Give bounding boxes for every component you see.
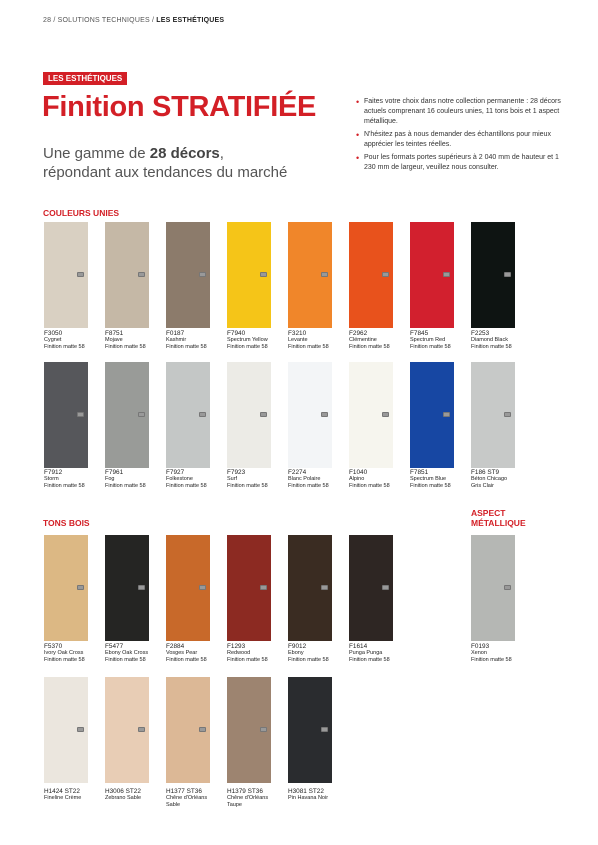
swatch-caption: [105, 644, 167, 663]
swatch-code: F7912: [44, 469, 63, 476]
swatch-name: Fog: [105, 476, 115, 483]
header-section: SOLUTIONS TECHNIQUES: [57, 17, 150, 24]
swatch-name: Spectrum Yellow: [227, 337, 268, 344]
note-item: • N'hésitez pas à nous demander des échantillons pour mieux apprécier les teintes réelles.: [356, 130, 566, 150]
swatch-finish: Finition matte 58: [410, 482, 451, 489]
swatch-code: F1293: [227, 643, 246, 650]
door-swatch: [227, 362, 271, 468]
swatch-code: F5477: [105, 643, 124, 650]
door-handle-icon: [504, 272, 511, 277]
door-swatch: [410, 222, 454, 328]
door-handle-icon: [321, 585, 328, 590]
swatch-caption: [288, 470, 350, 489]
door-swatch: [227, 535, 271, 641]
swatch-code: F2884: [166, 643, 185, 650]
swatch-code: H3006 ST22: [105, 788, 141, 795]
swatch-code: F2274: [288, 469, 307, 476]
swatch-caption: [410, 331, 472, 350]
swatch-caption: [44, 331, 106, 350]
door-swatch: [44, 362, 88, 468]
swatch-name: Ebony Oak Cross: [105, 650, 149, 657]
swatch-name: Clémentine: [349, 337, 377, 344]
swatch-code: F7851: [410, 469, 429, 476]
swatch-caption: [227, 789, 289, 808]
door-swatch: [349, 362, 393, 468]
door-handle-icon: [382, 272, 389, 277]
swatch-name: Alpino: [349, 476, 365, 483]
door-handle-icon: [138, 272, 145, 277]
swatch-finish: Sable: [166, 801, 181, 808]
door-swatch: [166, 222, 210, 328]
swatch-name: Mojave: [105, 337, 123, 344]
swatch-caption: [227, 470, 289, 489]
header-separator: /: [53, 17, 56, 24]
swatch-finish: Finition matte 58: [166, 482, 207, 489]
swatch-caption: [349, 470, 411, 489]
swatch-caption: [288, 789, 350, 802]
swatch-finish: Finition matte 58: [410, 343, 451, 350]
swatch-finish: Finition matte 58: [105, 656, 146, 663]
swatch-code: F7845: [410, 330, 429, 337]
door-handle-icon: [77, 272, 84, 277]
swatch-caption: [349, 331, 411, 350]
note-item: • Pour les formats portes supérieurs à 2 040 mm de hauteur et 1 230 mm de largeur, veuillez nous consulter.: [356, 153, 566, 173]
swatch-code: F2253: [471, 330, 490, 337]
swatch-finish: Finition matte 58: [227, 656, 268, 663]
swatch-name: Redwood: [227, 650, 251, 657]
swatch-name: Ebony: [288, 650, 304, 657]
door-handle-icon: [260, 585, 267, 590]
door-handle-icon: [199, 272, 206, 277]
swatch-name: Xenon: [471, 650, 487, 657]
swatch-code: H1424 ST22: [44, 788, 80, 795]
door-swatch: [349, 222, 393, 328]
door-swatch: [227, 222, 271, 328]
swatch-name: Kashmir: [166, 337, 187, 344]
swatch-finish: Finition matte 58: [349, 482, 390, 489]
swatch-code: H3081 ST22: [288, 788, 324, 795]
swatch-finish: Finition matte 58: [349, 656, 390, 663]
section-heading-unies: COULEURS UNIES: [43, 208, 120, 218]
section-tag: LES ESTHÉTIQUES: [43, 72, 127, 85]
door-handle-icon: [138, 412, 145, 417]
door-handle-icon: [260, 727, 267, 732]
door-swatch: [105, 677, 149, 783]
door-handle-icon: [260, 412, 267, 417]
swatch-code: H1377 ST36: [166, 788, 202, 795]
door-swatch: [166, 535, 210, 641]
swatch-code: F9012: [288, 643, 307, 650]
swatch-name: Fineline Crème: [44, 795, 82, 802]
door-swatch: [288, 535, 332, 641]
door-handle-icon: [321, 727, 328, 732]
swatch-finish: Finition matte 58: [166, 343, 207, 350]
door-swatch: [410, 362, 454, 468]
swatch-code: F1040: [349, 469, 368, 476]
door-handle-icon: [443, 272, 450, 277]
page-title: Finition STRATIFIÉE: [42, 91, 317, 123]
swatch-caption: [349, 644, 411, 663]
door-swatch: [471, 222, 515, 328]
door-swatch: [166, 362, 210, 468]
swatch-name: Surf: [227, 476, 238, 483]
door-swatch: [105, 222, 149, 328]
swatch-code: F0193: [471, 643, 490, 650]
section-heading-bois: TONS BOIS: [43, 518, 90, 528]
swatch-finish: Finition matte 58: [288, 656, 329, 663]
swatch-code: F7923: [227, 469, 246, 476]
swatch-finish: Finition matte 58: [349, 343, 390, 350]
swatch-name: Folkestone: [166, 476, 193, 483]
swatch-name: Spectrum Blue: [410, 476, 447, 483]
door-swatch: [349, 535, 393, 641]
note-item: • Faites votre choix dans notre collection permanente : 28 décors actuels comprenant 16 couleurs unies, 11 tons bois et 1 aspect métallique.: [356, 97, 566, 127]
door-handle-icon: [199, 727, 206, 732]
door-handle-icon: [199, 585, 206, 590]
swatch-name: Blanc Polaire: [288, 476, 321, 483]
door-handle-icon: [77, 585, 84, 590]
door-swatch: [227, 677, 271, 783]
section-heading-metal: ASPECT MÉTALLIQUE: [471, 508, 526, 528]
door-handle-icon: [138, 585, 145, 590]
running-header: [43, 17, 224, 24]
swatch-finish: Finition matte 58: [105, 482, 146, 489]
page-number: 28: [43, 17, 52, 24]
door-swatch: [105, 362, 149, 468]
swatch-code: F2962: [349, 330, 368, 337]
swatch-caption: [227, 644, 289, 663]
subtitle: Une gamme de 28 décors, répondant aux tendances du marché: [43, 145, 288, 181]
swatch-finish: Finition matte 58: [471, 656, 512, 663]
notes-list: [356, 97, 566, 176]
header-subsection: LES ESTHÉTIQUES: [156, 17, 225, 24]
swatch-name: Pin Havana Noir: [288, 795, 329, 802]
swatch-name: Cygnet: [44, 337, 62, 344]
swatch-name: Storm: [44, 476, 59, 483]
swatch-finish: Finition matte 58: [288, 343, 329, 350]
swatch-caption: [288, 331, 350, 350]
swatch-caption: [44, 470, 106, 489]
swatch-caption: [166, 789, 228, 808]
swatch-name: Zebrano Sable: [105, 795, 142, 802]
swatch-caption: [227, 331, 289, 350]
swatch-caption: [166, 644, 228, 663]
door-swatch: [471, 535, 515, 641]
swatch-name: Levante: [288, 337, 308, 344]
door-handle-icon: [199, 412, 206, 417]
swatch-finish: Finition matte 58: [227, 343, 268, 350]
swatch-caption: [105, 789, 167, 802]
door-handle-icon: [382, 585, 389, 590]
swatch-finish: Finition matte 58: [105, 343, 146, 350]
swatch-name: Punga Punga: [349, 650, 383, 657]
door-swatch: [44, 535, 88, 641]
swatch-finish: Finition matte 58: [471, 343, 512, 350]
swatch-code: F1614: [349, 643, 368, 650]
swatch-caption: [166, 331, 228, 350]
swatch-caption: [105, 331, 167, 350]
door-swatch: [471, 362, 515, 468]
door-handle-icon: [504, 412, 511, 417]
door-handle-icon: [382, 412, 389, 417]
door-handle-icon: [443, 412, 450, 417]
door-swatch: [44, 222, 88, 328]
swatch-name: Diamond Black: [471, 337, 508, 344]
swatch-finish: Finition matte 58: [44, 656, 85, 663]
swatch-code: F7961: [105, 469, 124, 476]
swatch-code: F0187: [166, 330, 185, 337]
swatch-code: F7927: [166, 469, 185, 476]
door-swatch: [288, 222, 332, 328]
swatch-caption: [410, 470, 472, 489]
swatch-name: Vosges Pear: [166, 650, 198, 657]
swatch-code: F7940: [227, 330, 246, 337]
swatch-finish: Finition matte 58: [227, 482, 268, 489]
swatch-code: F8751: [105, 330, 124, 337]
header-separator: /: [151, 17, 155, 24]
door-handle-icon: [77, 412, 84, 417]
door-handle-icon: [260, 272, 267, 277]
door-swatch: [105, 535, 149, 641]
door-handle-icon: [321, 412, 328, 417]
swatch-finish: Gris Clair: [471, 482, 494, 489]
swatch-finish: Taupe: [227, 801, 242, 808]
swatch-finish: Finition matte 58: [288, 482, 329, 489]
swatch-caption: [166, 470, 228, 489]
swatch-code: F186 ST9: [471, 469, 500, 476]
swatch-caption: [105, 470, 167, 489]
swatch-code: F5370: [44, 643, 63, 650]
swatch-caption: [471, 644, 533, 663]
swatch-code: F3050: [44, 330, 63, 337]
swatch-name: Ivory Oak Cross: [44, 650, 84, 657]
door-swatch: [288, 362, 332, 468]
door-swatch: [288, 677, 332, 783]
swatch-finish: Finition matte 58: [166, 656, 207, 663]
swatch-caption: [471, 470, 533, 489]
door-handle-icon: [321, 272, 328, 277]
door-swatch: [44, 677, 88, 783]
swatch-finish: Finition matte 58: [44, 343, 85, 350]
swatch-finish: Finition matte 58: [44, 482, 85, 489]
swatch-code: F3210: [288, 330, 307, 337]
swatch-name: Béton Chicago: [471, 476, 508, 483]
door-swatch: [166, 677, 210, 783]
door-handle-icon: [138, 727, 145, 732]
door-handle-icon: [77, 727, 84, 732]
door-handle-icon: [504, 585, 511, 590]
swatch-caption: [44, 644, 106, 663]
swatch-name: Spectrum Red: [410, 337, 446, 344]
swatch-name: Chêne d'Orléans: [166, 795, 208, 802]
swatch-caption: [44, 789, 106, 802]
swatch-caption: [471, 331, 533, 350]
swatch-name: Chêne d'Orléans: [227, 795, 269, 802]
swatch-caption: [288, 644, 350, 663]
swatch-code: H1379 ST36: [227, 788, 263, 795]
